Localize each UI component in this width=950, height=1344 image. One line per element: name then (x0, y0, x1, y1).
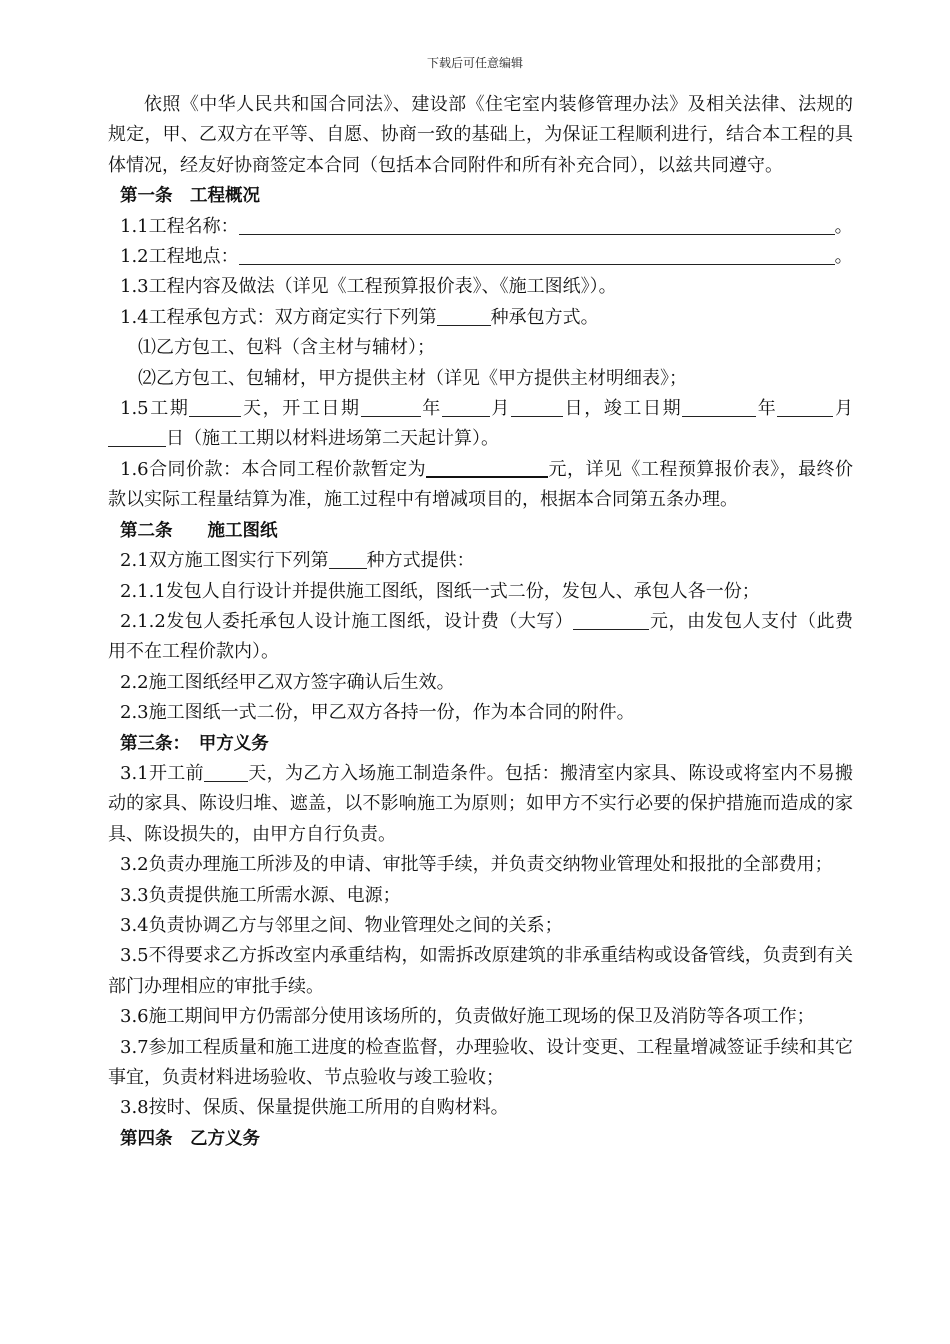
item-1-4: 1.4工程承包方式：双方商定实行下列第 种承包方式。 (120, 306, 599, 328)
section-4-title: 第四条 乙方义务 (120, 1128, 260, 1149)
section-3-title: 第三条： 甲方义务 (120, 733, 269, 754)
item-1-1: 1.1工程名称： 。 (120, 215, 853, 237)
end-day-blank[interactable] (108, 426, 166, 447)
section-2-title: 第二条 施工图纸 (120, 520, 278, 541)
option-1: ⑴乙方包工、包料（含主材与辅材）； (138, 337, 435, 359)
drawing-mode-blank[interactable] (329, 548, 367, 569)
item-3-3: 3.3负责提供施工所需水源、电源； (120, 884, 401, 906)
section-1-title: 第一条 工程概况 (120, 186, 260, 207)
contract-body (108, 90, 853, 1154)
item-3-6: 3.6施工期间甲方仍需部分使用该场所的，负责做好施工现场的保卫及消防等各项工作； (120, 1006, 815, 1028)
contract-mode-blank[interactable] (437, 305, 491, 326)
item-2-2: 2.2施工图纸经甲乙双方签字确认后生效。 (120, 671, 455, 693)
contract-price-blank[interactable] (426, 456, 548, 478)
start-day-blank[interactable] (511, 396, 563, 417)
item-3-8: 3.8按时、保质、保量提供施工所用的自购材料。 (120, 1097, 509, 1119)
project-name-blank[interactable] (239, 214, 835, 235)
item-3-5: 3.5不得要求乙方拆改室内承重结构，如需拆改原建筑的非承重结构或设备管线，负责到有关部门办理相应的审批手续。 (108, 945, 853, 997)
page-header: 下载后可任意编辑 (426, 56, 523, 70)
option-2: ⑵乙方包工、包辅材，甲方提供主材（详见《甲方提供主材明细表》； (138, 367, 687, 389)
item-3-7: 3.7参加工程质量和施工进度的检查监督，办理验收、设计变更、工程量增减签证手续和其它事宜，负责材料进场验收、节点验收与竣工验收； (108, 1036, 853, 1088)
start-year-blank[interactable] (361, 396, 421, 417)
item-2-1-1: 2.1.1发包人自行设计并提供施工图纸，图纸一式二份，发包人、承包人各一份； (120, 580, 760, 602)
item-1-3: 1.3工程内容及做法（详见《工程预算报价表》、《施工图纸》）。 (120, 276, 617, 298)
item-2-3: 2.3施工图纸一式二份，甲乙双方各持一份，作为本合同的附件。 (120, 702, 635, 724)
item-1-5: 1.5工期 天，开工日期 年 月 日，竣工日期 年 月日（施工工期以材料进场第二天起计算）。 (108, 394, 853, 455)
design-fee-blank[interactable] (573, 609, 649, 630)
end-year-blank[interactable] (682, 396, 756, 417)
item-3-1: 3.1开工前 天，为乙方入场施工制造条件。包括：搬清室内家具、陈设或将室内不易搬动的家具、陈设归堆、遮盖，以不影响施工为原则；如甲方不实行必要的保护措施而造成的家具、陈设损失的，由甲方自行负责。 (108, 762, 853, 845)
intro-paragraph: 依照《中华人民共和国合同法》、建设部《住宅室内装修管理办法》及相关法律、法规的规定，甲、乙双方在平等、自愿、协商一致的基础上，为保证工程顺利进行，结合本工程的具体情况，经友好协商签定本合同（包括本合同附件和所有补充合同），以兹共同遵守。 (108, 94, 853, 176)
end-month-blank[interactable] (777, 396, 833, 417)
item-3-2: 3.2负责办理施工所涉及的申请、审批等手续，并负责交纳物业管理处和报批的全部费用； (120, 854, 833, 876)
item-1-6: 1.6合同价款：本合同工程价款暂定为 元，详见《工程预算报价表》，最终价款以实际工程量结算为准，施工过程中有增减项目的，根据本合同第五条办理。 (108, 455, 853, 516)
item-2-1: 2.1双方施工图实行下列第 种方式提供： (120, 550, 475, 572)
item-3-4: 3.4负责协调乙方与邻里之间、物业管理处之间的关系； (120, 914, 563, 936)
item-2-1-2: 2.1.2发包人委托承包人设计施工图纸，设计费（大写） 元，由发包人支付（此费用不在工程价款内）。 (108, 610, 853, 663)
prep-days-blank[interactable] (204, 761, 248, 782)
project-location-blank[interactable] (239, 244, 835, 265)
item-1-2: 1.2工程地点： 。 (120, 246, 853, 268)
start-month-blank[interactable] (442, 396, 490, 417)
duration-days-blank[interactable] (189, 396, 241, 417)
